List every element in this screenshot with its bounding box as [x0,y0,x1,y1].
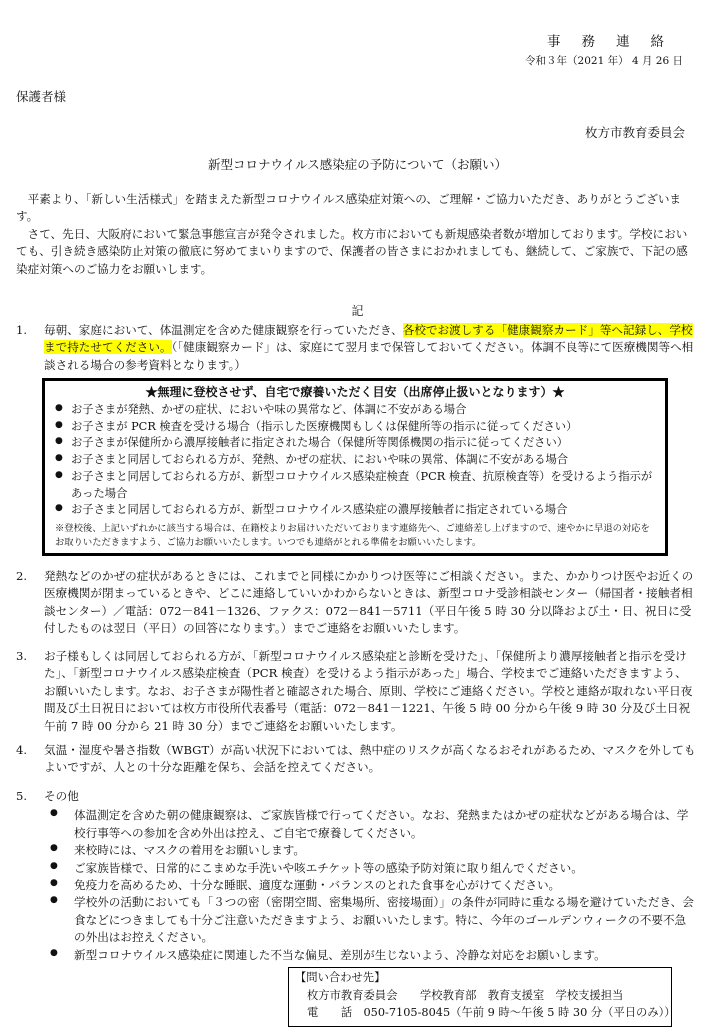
other-item: ● 体温測定を含めた朝の健康観察は、ご家族皆様で行ってください。なお、発熱またはかぜの症状などがある場合は、学校行事等への参加を含め外出は控え、ご自宅で療養してください。 [16,807,696,842]
subject-title: 新型コロナウイルス感染症の予防について（お願い） [207,157,507,172]
sender: 枚方市教育委員会 [584,125,685,140]
document-date: 令和３年（2021 年） 4 月 26 日 [525,55,683,67]
intro-paragraph-1: 平素より、「新しい生活様式」を踏まえた新型コロナウイルス感染症対策への、ご理解・ご協力いただき、ありがとうございます。 [16,192,682,224]
item-1-text-a: 毎朝、家庭において、体温測定を含めた健康観察を行っていただき、 [44,323,403,337]
item-1 [16,322,696,374]
item-3-number: 3. [16,649,28,663]
item-5 [16,788,696,964]
item-1-text [44,322,696,374]
item-3-text: お子様もしくは同居しておられる方が、「新型コロナウイルス感染症と診断を受けた」、「保健所より濃厚接触者と指示を受けた」、「新型コロナウイルス感染症検査（PCR 検査）を受けるよう指示があった」場合、学校までご連絡いただきますよう、お願いいたします。なお、お子さまが陽性者と確認された場合、原則、学校にご連絡ください。学校と連絡が取れない平日夜間及び土日祝日においては枚方市役所代表番号（電話：072－841－1221、午後 5 時 00 分から午後 9 時 30 分及び土日祝午前 7 時 00 分から 21 時 30 分）までご連絡をお願いいたします。 [44,649,693,733]
notice-title: ★無理に登校させず、自宅で療養いただく目安（出席停止扱いとなります）★ [145,385,565,399]
notice-list [51,402,659,519]
notice-item: ● お子さまと同居しておられる方が、新型コロナウイルス感染症の濃厚接触者に指定されている場合 [51,502,659,519]
home-care-notice-box [42,378,668,556]
other-item: ● 来校時には、マスクの着用をお願いします。 [16,842,696,859]
contact-box [288,967,676,1027]
other-item: ● 新型コロナウイルス感染症に関連した不当な偏見、差別が生じないよう、冷静な対応をお願いします。 [16,947,696,964]
item-5-heading: その他 [44,789,79,803]
contact-organization: 枚方市教育委員会 学校教育部 教育支援室 学校支援担当 [307,988,624,1002]
other-item: ● 学校外の活動においても「３つの密（密閉空間、密集場所、密接場面）」の条件が同時に重なる場を避けていただき、会食などにつきましても十分ご注意いただきますよう、お願いいたします。特に、今年のゴールデンウィークの不要不急の外出はお控えください。 [16,894,696,946]
notice-item: ● お子さまと同居しておられる方が、新型コロナウイルス感染症検査（PCR 検査、抗原検査等）を受けるよう指示があった場合 [51,469,659,502]
item-1-text-c: （「健康観察カード」は、家庭にて [171,340,346,355]
notice-item: ● お子さまが発熱、かぜの症状、においや味の異常など、体調に不安がある場合 [51,402,659,419]
item-5-list [16,807,696,964]
item-1-number: 1. [16,323,28,337]
item-4-number: 4. [16,743,28,757]
other-item: ● 免疫力を高めるため、十分な睡眠、適度な運動・バランスのとれた食事を心がけてください。 [16,877,696,894]
contact-heading: 【問い合わせ先】 [295,971,386,984]
notice-item: ● お子さまと同居しておられる方が、発熱、かぜの症状、においや味の異常、体調に不安がある場合 [51,452,659,469]
item-2 [16,568,696,638]
item-4-text: 気温・湿度や暑さ指数（WBGT）が高い状況下においては、熱中症のリスクが高くなるおそれがあるため、マスクを外してもよいですが、人との十分な距離を保ち、会話を控えてください。 [44,743,696,775]
item-2-number: 2. [16,569,28,583]
contact-phone: 電 話 050-7105-8045（午前 9 時～午後 5 時 30 分（平日のみ）） [307,1006,676,1019]
addressee: 保護者様 [16,89,67,104]
item-3 [16,648,696,735]
item-2-text: 発熱などのかぜの症状があるときには、これまでと同様にかかりつけ医等にご相談ください。また、かかりつけ医やお近くの医療機関が閉まっているときや、どこに連絡していいかわからないときは、新型コロナ受診相談センター（帰国者・接触者相談センター）／電話：072－841－1326、ファクス：072－841－5711（平日午後 5 時 30 分以降および土・日、祝日に受付したものは翌日（平日）の回答になります。）までご連絡をお願いいたします。 [44,569,694,636]
intro-section [16,191,696,278]
notice-item: ● お子さまが保健所から濃厚接触者に指定された場合（保健所等関係機関の指示に従ってください） [51,435,659,452]
document-type-title: 事務連絡 [547,34,685,50]
item-5-number: 5. [16,789,28,803]
notice-item: ● お子さまが PCR 検査を受ける場合（指示した医療機関もしくは保健所等の指示に従ってください） [51,419,659,436]
other-item: ● ご家族皆様で、日常的にこまめな手洗いや咳エチケット等の感染予防対策に取り組んでください。 [16,860,696,877]
notice-footnote: ※登校後、上記いずれかに該当する場合は、在籍校よりお届けいただいております連絡先へ、ご連絡差し上げますので、速やかに早退の対応をお取りいただきますよう、ご協力お願いいたします。いつでも連絡がとれる準備をお願いいたします。 [55,523,650,548]
item-1-text-d: 翌月まで保管しておいてください。体調不良等にて医療機関等へ相談される場合の参考資料となります。） [44,340,694,372]
item-4 [16,742,696,777]
intro-paragraph-2: さて、先日、大阪府において緊急事態宣言が発令されました。枚方市においても新規感染者数が増加しております。学校においても、引き続き感染防止対策の徹底に努めてまいりますので、保護者の皆さまにおかれましても、継続して、ご家族で、下記の感染症対策へのご協力をお願いします。 [16,226,688,276]
ki-heading: 記 [351,304,364,318]
item-1-highlight: 各校でお渡しする「健康観察カード」等へ記録し、学校まで持たせてください。 [44,323,693,355]
